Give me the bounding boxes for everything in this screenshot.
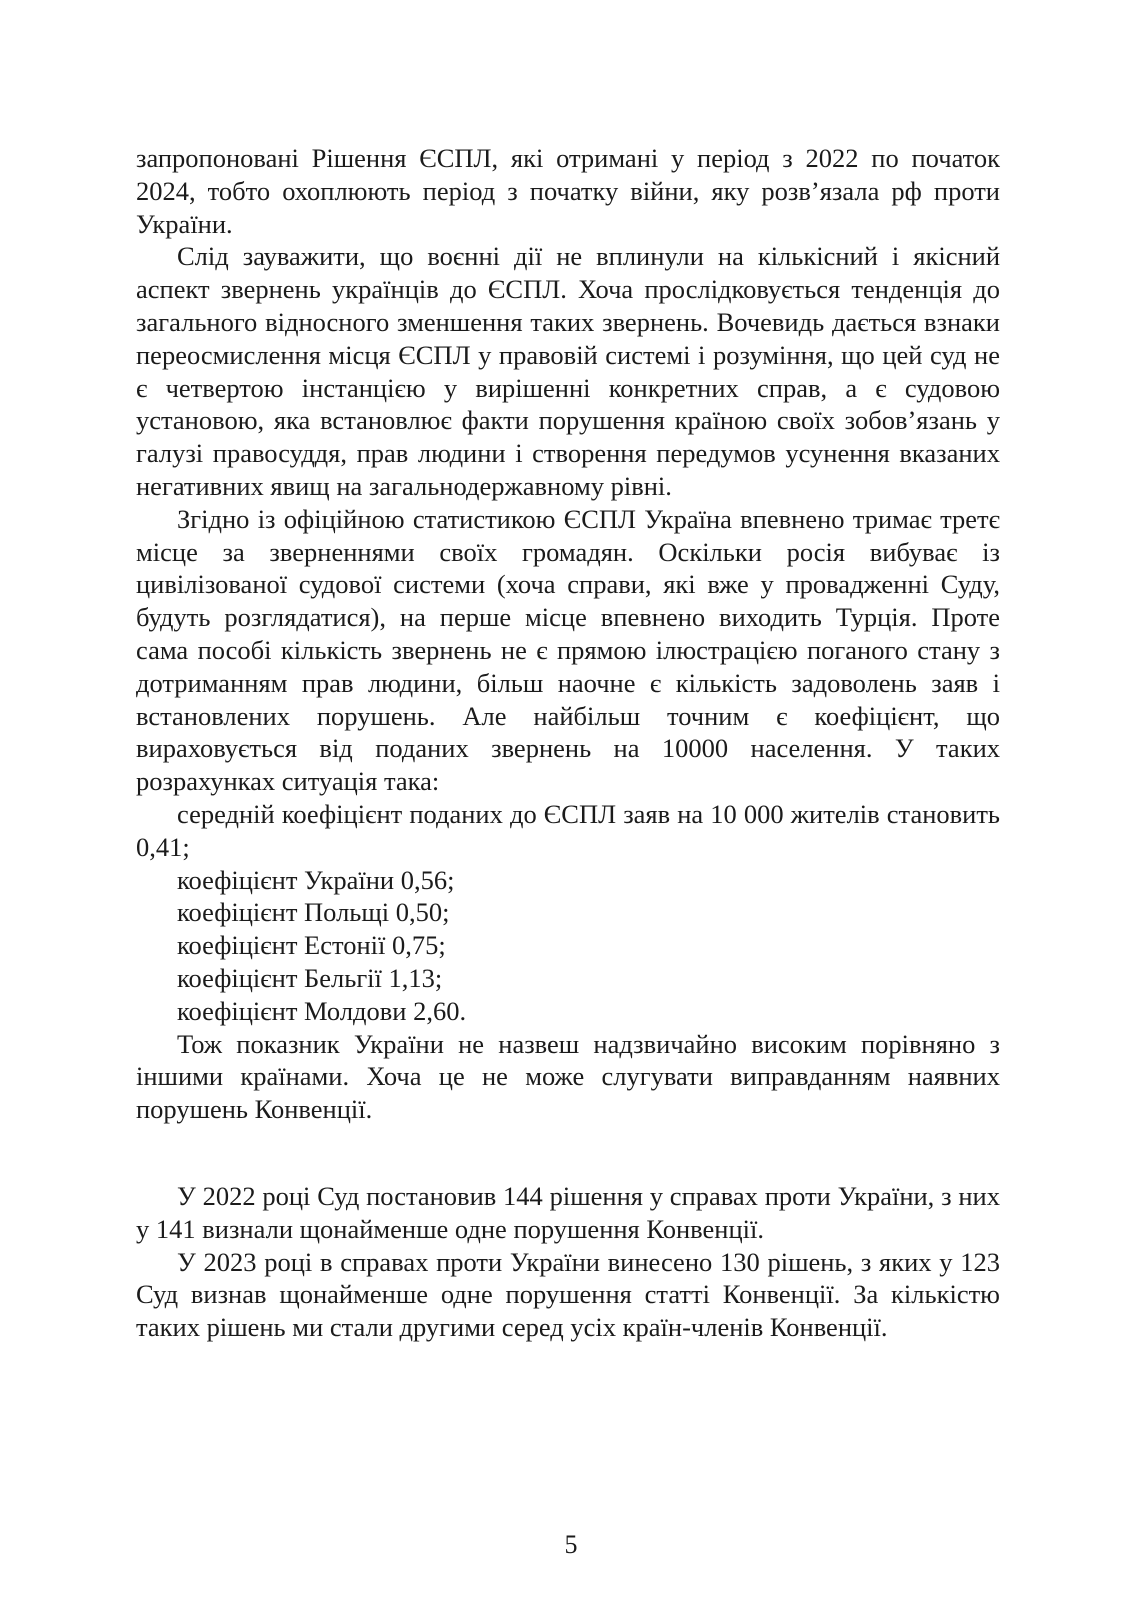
coefficient-estonia: коефіцієнт Естонії 0,75;: [177, 930, 446, 961]
paragraph-2023: У 2023 році в справах проти України винесено 130 рішень, з яких у 123 Суд визнав щонайменше одне порушення статті Конвенції. За кількістю таких рішень ми стали другими серед усіх країн-членів Конвенції.: [136, 1246, 1000, 1343]
paragraph-statistics: Згідно із офіційною статистикою ЄСПЛ Україна впевнено тримає третє місце за зверненнями своїх громадян. Оскільки росія вибуває із цивілізованої судової системи (хоча справи, які вже у провадженні Суду, будуть розглядатися), на перше місце впевнено виходить Турція. Проте сама пособі кількість звернень не є прямою ілюстрацією поганого стану з дотриманням прав людини, більш наочне є кількість задоволень заяв і встановлених порушень. Але найбільш точним є коефіцієнт, що вираховується від поданих звернень на 10000 населення. У таких розрахунках ситуація така:: [136, 503, 1000, 797]
paragraph-conclusion: Тож показник України не назвеш надзвичайно високим порівняно з іншими країнами. Хоча це не може слугувати виправданням наявних порушень Конвенції.: [136, 1028, 1000, 1125]
paragraph-spacer: [136, 1126, 1000, 1180]
paragraph-2022: У 2022 році Суд постановив 144 рішення у справах проти України, з них у 141 визнали щонайменше одне порушення Конвенції.: [136, 1180, 1000, 1244]
paragraph-average-coefficient: середній коефіцієнт поданих до ЄСПЛ заяв на 10 000 жителів становить 0,41;: [136, 798, 1000, 862]
page-number: 5: [564, 1530, 578, 1559]
coefficient-ukraine: коефіцієнт України 0,56;: [177, 864, 455, 895]
coefficient-belgium: коефіцієнт Бельгії 1,13;: [177, 962, 443, 993]
coefficient-poland: коефіцієнт Польщі 0,50;: [177, 897, 450, 928]
paragraph-intro: запропоновані Рішення ЄСПЛ, які отримані у період з 2022 по початок 2024, тобто охоплюють період з початку війни, яку розв’язала рф проти України.: [136, 143, 1000, 239]
coefficient-moldova: коефіцієнт Молдови 2,60.: [177, 995, 467, 1026]
paragraph-military-actions: Слід зауважити, що воєнні дії не вплинули на кількісний і якісний аспект звернень українців до ЄСПЛ. Хоча прослідковується тенденція до загального відносного зменшення таких звернень. Вочевидь дається взнаки переосмислення місця ЄСПЛ у правовій системі і розуміння, що цей суд не є четвертою інстанцією у вирішенні конкретних справ, а є судовою установою, яка встановлює факти порушення країною своїх зобов’язань у галузі правосуддя, прав людини і створення передумов усунення вказаних негативних явищ на загальнодержавному рівні.: [136, 241, 1000, 501]
body-text: [136, 142, 1000, 1344]
